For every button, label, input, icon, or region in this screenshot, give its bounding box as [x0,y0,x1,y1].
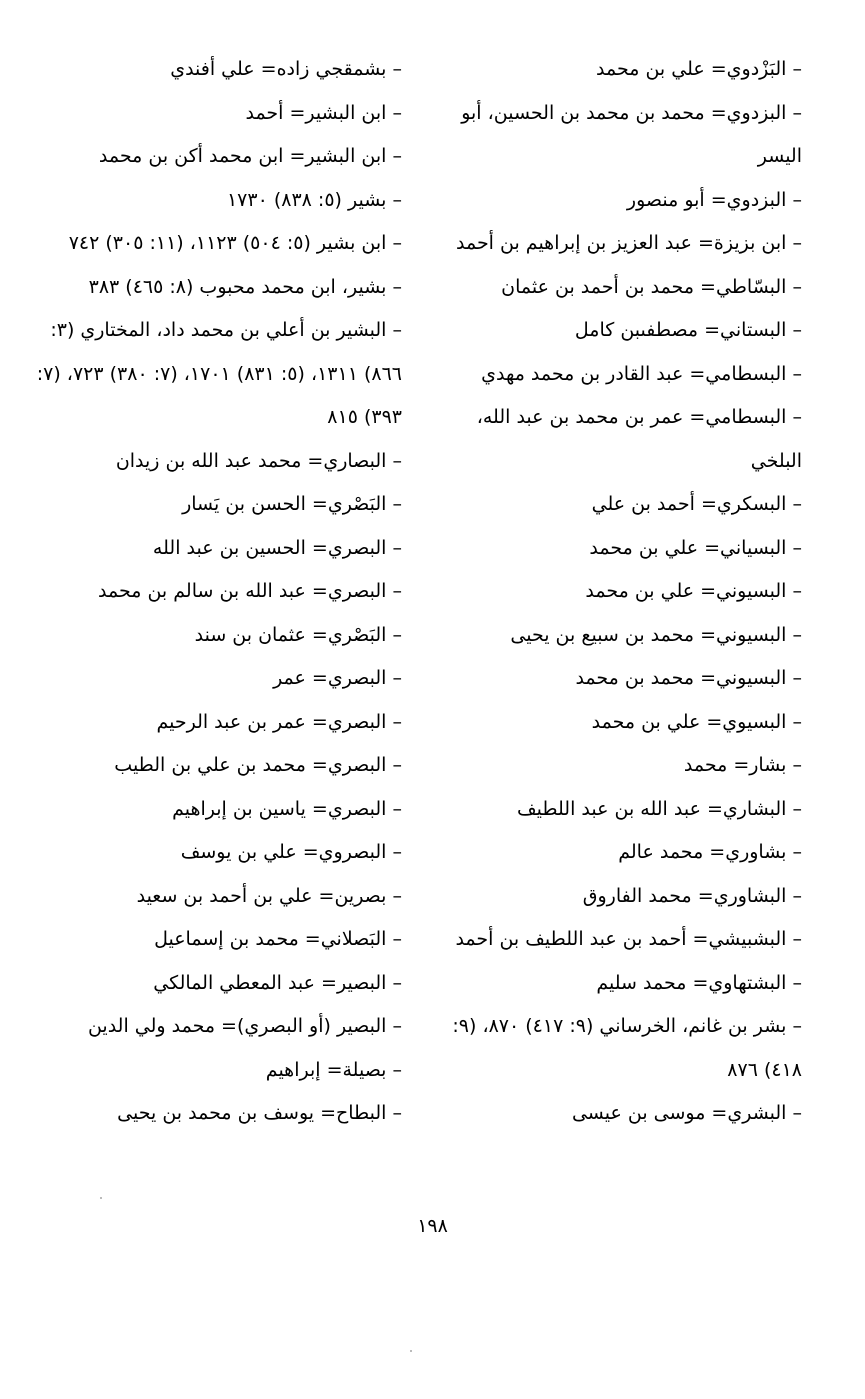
index-column-left [30,48,402,1136]
index-entry: – بصرين= علي بن أحمد بن سعيد [136,884,402,907]
index-entry: – بشر بن غانم، الخرساني (٩: ٤١٧) ٨٧٠، (٩: ٤١٨) ٨٧٦ [452,1015,802,1081]
index-entry: – البسيوني= محمد بن محمد [575,667,802,689]
index-entry: – ابن بزيزة= عبد العزيز بن إبراهيم بن أحمد [455,232,802,254]
index-entry: – البطاح= يوسف بن محمد بن يحيى [117,1102,402,1124]
index-entry: – البشري= موسى بن عيسى [571,1102,802,1124]
index-entry: – بشار= محمد [683,754,802,776]
scan-speck [410,1350,412,1352]
index-column-right [430,48,802,1136]
index-entry: – البصير= عبد المعطي المالكي [153,971,402,994]
page-number: ١٩٨ [417,1215,448,1237]
scan-speck [100,1197,102,1199]
index-entry: – البسطامي= عمر بن محمد بن عبد الله، البلخي [476,406,802,472]
index-entry: – البشير بن أعلي بن محمد داد، المختاري (٣: ٨٦٦) ١٣١١، (٥: ٨٣١) ١٧٠١، (٧: ٣٨٠) ٧٢٣، (٧: ٣٩٣) ٨١٥ [36,319,402,428]
index-entry: – البسياني= علي بن محمد [589,536,802,559]
index-entry: – بشير (٥: ٨٣٨) ١٧٣٠ [226,188,402,211]
index-entry: – البسكري= أحمد بن علي [591,493,802,515]
index-entry: – البَصلاني= محمد بن إسماعيل [154,928,402,950]
index-entry: – بشير، ابن محمد محبوب (٨: ٤٦٥) ٣٨٣ [88,275,402,298]
index-entry: – البَصْري= الحسن بن يَسار [182,493,402,515]
index-entry: – البصري= ياسين بن إبراهيم [172,797,402,820]
index-entry: – البَصْري= عثمان بن سند [194,623,402,646]
index-entry: – البصري= عمر [273,667,402,689]
index-entry: – البسيوني= علي بن محمد [585,580,802,602]
index-entry: – البصير (أو البصري)= محمد ولي الدين [87,1015,402,1037]
index-entry: – البَزْدوي= علي بن محمد [596,58,802,80]
index-entry: – البصري= الحسين بن عبد الله [152,536,402,559]
index-entry: – البزدوي= محمد بن محمد بن الحسين، أبو اليسر [461,101,802,167]
index-entry: – البشاري= عبد الله بن عبد اللطيف [517,797,802,820]
index-entry: – ابن البشير= ابن محمد أكن بن محمد [98,145,402,167]
index-entry: – البستاني= مصطفىبن كامل [574,319,802,341]
index-entry: – بصيلة= إبراهيم [265,1058,402,1081]
index-entry: – بشمقجي زاده= علي أفندي [170,58,402,80]
index-entry: – البصاري= محمد عبد الله بن زيدان [115,449,402,472]
index-entry: – البصروي= علي بن يوسف [180,841,402,863]
index-entry: – البشاوري= محمد الفاروق [582,884,802,907]
index-entry: – البسّاطي= محمد بن أحمد بن عثمان [501,275,802,298]
index-entry: – البشتهاوي= محمد سليم [596,971,802,994]
index-entry: – بشاوري= محمد عالم [618,841,802,863]
index-entry: – البسيوي= علي بن محمد [591,710,802,733]
index-entry: – البشبيشي= أحمد بن عبد اللطيف بن أحمد [455,928,802,950]
index-entry: – البصري= عمر بن عبد الرحيم [156,710,402,733]
index-entry: – البزدوي= أبو منصور [626,188,802,211]
index-entry: – البصري= محمد بن علي بن الطيب [114,754,402,776]
index-entry: – ابن البشير= أحمد [245,101,402,124]
index-entry: – ابن بشير (٥: ٥٠٤) ١١٢٣، (١١: ٣٠٥) ٧٤٢ [68,232,402,254]
index-entry: – البسطامي= عبد القادر بن محمد مهدي [481,362,802,385]
index-entry: – البسيوني= محمد بن سبيع بن يحيى [510,623,802,646]
index-entry: – البصري= عبد الله بن سالم بن محمد [98,580,402,602]
